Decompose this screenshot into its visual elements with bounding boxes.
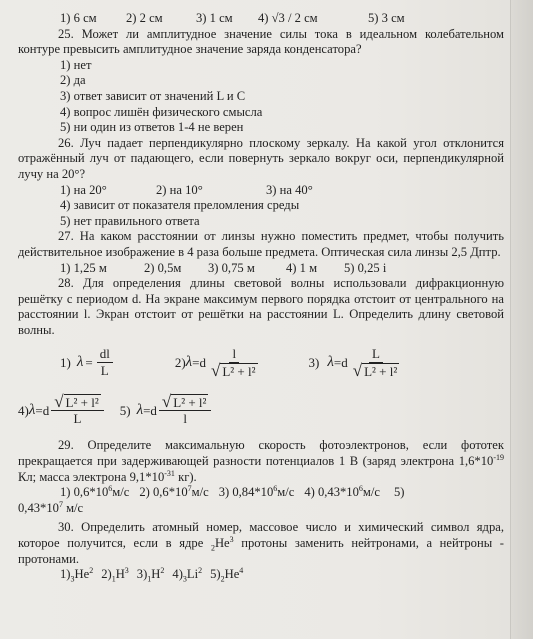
lambda-symbol: λ [327, 353, 334, 370]
q28-f1-denominator: L [100, 362, 109, 378]
adjacent-page-edge [510, 0, 533, 639]
q24-answer-2: 2) 2 см [126, 11, 163, 25]
q29-question: 29. Определите максимальную скорость фотоэлектронов, если фототек прекращается при задерживающей разности потенциалов 1 В (заряд электрона $1,6*10^{-19}$ Кл; масса электрона $9,1*10^{-31}$ кг). [18, 438, 504, 484]
q24-answer-5: 5) 3 см [368, 11, 405, 25]
q26-answer-3: 3) на 40° [266, 182, 313, 197]
equals-sign: = [143, 402, 151, 418]
period-d: d [341, 354, 348, 370]
q27-answer-5: 5) 0,25 і [344, 260, 387, 275]
period-d: d [42, 402, 50, 418]
sqrt-icon: √ [54, 391, 64, 411]
q26-question: 26. Луч падает перпендикулярно плоскому зеркалу. На какой угол отклонится отражённый луч от падающего, если повернуть зеркало вокруг оси, перпендикулярной лучу на 20°? [18, 135, 504, 181]
q26-answer-1: 1) на 20° [60, 182, 107, 197]
q25-question: 25. Может ли амплитудное значение силы тока в идеальном колебательном контуре превысить амплитудное значение заряда конденсатора? [18, 26, 504, 57]
equals-sign: = [35, 402, 43, 418]
q29-answer-1: 1) $0,6*10^6м/с$ [60, 484, 130, 500]
q27-answers-row [18, 261, 504, 277]
q26-answer-5: 5) нет правильного ответа [60, 213, 200, 228]
sqrt-icon: √ [211, 360, 221, 380]
q28-f5-denominator: l [183, 410, 187, 426]
q29-answer-2: 2) $0,6*10^7м/с$ [139, 484, 209, 500]
q29-answer-5: $0,43*10^7$ м/с [18, 499, 84, 515]
q29-answer-5-label: 5) [393, 485, 405, 500]
q26-answer-2: 2) на 10° [156, 182, 203, 197]
q27-answer-2: 2) 0,5м [144, 260, 182, 275]
q28-f1-label: 1) [60, 354, 71, 370]
q28-f5-label: 5) [119, 402, 131, 418]
q30-answer-3: $3)_1H^2$ [136, 566, 165, 584]
q28-f5-fraction [159, 391, 212, 427]
equals-sign: = [192, 354, 200, 370]
q30-answer-4: $4)_3Li^2$ [172, 566, 203, 584]
q30-answers-row [18, 567, 504, 583]
q28-f1-fraction [97, 346, 113, 379]
sqrt-icon: √ [352, 360, 363, 380]
q26-answer-4: 4) зависит от показателя преломления среды [60, 198, 300, 213]
q24-answer-3: 3) 1 см [196, 11, 233, 25]
q28-f5-numerator: √ L² + l² [159, 394, 212, 411]
q28-f4-fraction [51, 391, 104, 427]
q28-f3-numerator: L [369, 346, 383, 363]
q27-answer-3: 3) 0,75 м [208, 260, 255, 275]
q29-answer-4: 4) $0,43*10^6м/с$ [304, 484, 380, 500]
q28-f1-numerator: dl [97, 346, 113, 363]
q25-answer-5: 5) ни один из ответов 1-4 не верен [60, 120, 244, 135]
q28-f4-label: 4) [18, 402, 29, 418]
q28-f3-label: 3) [308, 354, 320, 370]
q30-answer-1: $1)_3He^2$ [60, 566, 94, 584]
page-content [18, 0, 504, 583]
period-d: d [150, 402, 157, 418]
q24-answer-4: 4) √3 / 2 см [258, 11, 318, 25]
q25-answer-1: 1) нет [60, 57, 92, 72]
q28-f4-denominator: L [73, 410, 82, 426]
q24-answer-1: 1) 6 см [60, 11, 97, 25]
q30-answer-2: $2)_1H^3$ [101, 566, 129, 584]
equals-sign: = [333, 354, 342, 370]
q28-f2-numerator: l [229, 346, 239, 363]
q28-question: 28. Для определения длины световой волны использовали дифракционную решётку с периодом d. На экране максимум первого порядка отстоит от центрального на расстоянии l. Экран отстоит от решётки на расстоянии L. Определить длину световой волны. [18, 276, 504, 337]
lambda-symbol: λ [136, 401, 144, 418]
q27-answer-4: 4) 1 м [286, 260, 318, 275]
q28-f2-fraction [208, 346, 261, 379]
q27-answer-1: 1) 1,25 м [60, 260, 107, 275]
q27-question: 27. На каком расстоянии от линзы нужно поместить предмет, чтобы получить действительное изображение в 4 раза больше предмета. Оптическая сила линзы 2,5 Дптр. [18, 229, 504, 259]
lambda-symbol: λ [76, 353, 84, 370]
q29-answers-row [18, 485, 504, 501]
lambda-symbol: λ [28, 401, 36, 418]
q24-answers [18, 11, 504, 27]
sqrt-icon: √ [161, 391, 172, 411]
q28-formulas-row-1 [18, 340, 504, 384]
q25-answer-3: 3) ответ зависит от значений L и C [60, 88, 246, 103]
q28-f2-denominator: √ L² + l² [211, 360, 256, 380]
q26-answers-row [18, 183, 504, 199]
q25-answer-4: 4) вопрос лишён физического смысла [60, 104, 263, 119]
q29-answer-3: 3) $0,84*10^6м/с$ [218, 484, 295, 500]
lambda-symbol: λ [185, 353, 193, 370]
q28-f3-fraction [350, 346, 403, 379]
q30-answer-5: $5)_2He^4$ [210, 566, 244, 584]
q30-question: 30. Определить атомный номер, массовое число и химический символ ядра, которое получится, если в ядре $_2He^3$ протоны заменить нейтронами, а нейтроны - протонами. [18, 520, 504, 566]
q28-f2-label: 2) [174, 354, 186, 370]
q28-f3-denominator: √ L² + l² [352, 360, 398, 380]
equals-sign: = [85, 354, 93, 370]
q28-formulas-row-2 [18, 386, 504, 434]
period-d: d [199, 354, 206, 370]
q25-answer-2: 2) да [60, 73, 86, 88]
q28-f4-numerator: √ L² + l² [51, 394, 104, 411]
